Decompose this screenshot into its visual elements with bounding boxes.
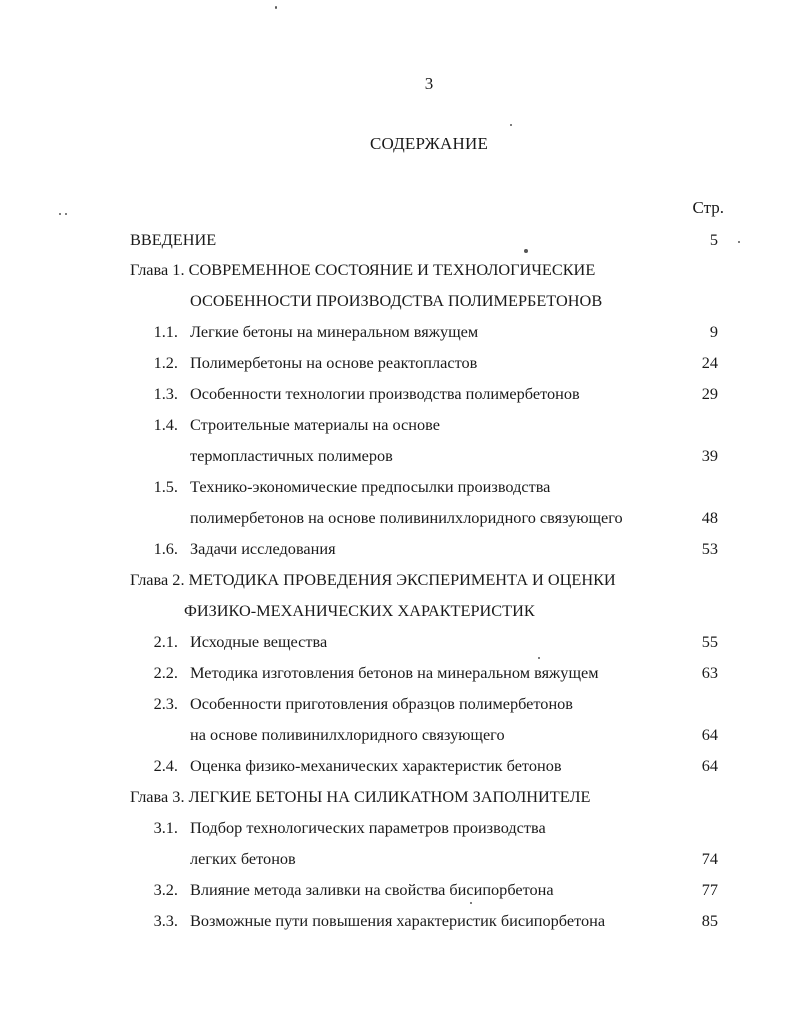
toc-entry-page: 53	[701, 539, 718, 558]
toc-entry-text: Влияние метода заливки на свойства бисипорбетона	[190, 880, 554, 899]
toc-entry-number: 1.4.	[153, 415, 178, 434]
toc-entry-page: 74	[701, 849, 718, 868]
toc-entry-text: Особенности приготовления образцов полимербетонов	[190, 694, 573, 713]
toc-entry-number: 3.1.	[153, 818, 178, 837]
toc-title: СОДЕРЖАНИЕ	[369, 134, 489, 153]
toc-entry-number: 1.5.	[153, 477, 178, 496]
toc-entry-page: 85	[701, 911, 718, 930]
toc-entry-page: 63	[701, 663, 718, 682]
toc-entry-number: 2.2.	[153, 663, 178, 682]
toc-entry-text: Задачи исследования	[190, 539, 336, 558]
toc-entry-text-cont: полимербетонов на основе поливинилхлоридного связующего	[190, 508, 623, 527]
toc-entry-text-cont: на основе поливинилхлоридного связующего	[190, 725, 505, 744]
scan-speck	[65, 213, 67, 215]
toc-entry-text: Технико-экономические предпосылки производства	[190, 477, 551, 496]
toc-entry-text: Оценка физико-механических характеристик бетонов	[190, 756, 562, 775]
toc-entry-number: 2.3.	[153, 694, 178, 713]
toc-chapter-text-cont: ОСОБЕННОСТИ ПРОИЗВОДСТВА ПОЛИМЕРБЕТОНОВ	[190, 291, 603, 310]
scan-speck	[470, 902, 472, 904]
toc-chapter-text: Глава 2. МЕТОДИКА ПРОВЕДЕНИЯ ЭКСПЕРИМЕНТА И ОЦЕНКИ	[130, 570, 616, 589]
toc-entry-page: 64	[701, 756, 718, 775]
toc-chapter-text-cont: ФИЗИКО-МЕХАНИЧЕСКИХ ХАРАКТЕРИСТИК	[184, 601, 535, 620]
toc-entry-text: Возможные пути повышения характеристик бисипорбетона	[190, 911, 606, 930]
toc-entry-number: 2.4.	[153, 756, 178, 775]
toc-entry-page: 24	[701, 353, 718, 372]
toc-entry-page: 39	[701, 446, 718, 465]
toc-entry-text: ВВЕДЕНИЕ	[130, 230, 217, 249]
toc-entry-page: 55	[701, 632, 718, 651]
scan-speck	[538, 657, 540, 659]
page-number: 3	[424, 74, 434, 93]
toc-entry-page: 77	[701, 880, 718, 899]
toc-entry-text: Строительные материалы на основе	[190, 415, 440, 434]
scan-speck	[59, 213, 61, 215]
toc-entry-page: 48	[701, 508, 718, 527]
toc-entry-page: 29	[701, 384, 718, 403]
toc-entry-text: Методика изготовления бетонов на минеральном вяжущем	[190, 663, 599, 682]
toc-entry-number: 1.6.	[153, 539, 178, 558]
toc-entry-number: 3.3.	[153, 911, 178, 930]
scan-speck	[275, 6, 277, 9]
scan-speck	[738, 241, 740, 243]
toc-entry-number: 3.2.	[153, 880, 178, 899]
scan-speck	[524, 249, 528, 253]
toc-entry-number: 2.1.	[153, 632, 178, 651]
scan-speck	[510, 124, 512, 126]
toc-entry-text: Полимербетоны на основе реактопластов	[190, 353, 478, 372]
toc-chapter-text: Глава 3. ЛЕГКИЕ БЕТОНЫ НА СИЛИКАТНОМ ЗАПОЛНИТЕЛЕ	[130, 787, 591, 806]
toc-entry-text: Особенности технологии производства полимербетонов	[190, 384, 580, 403]
toc-entry-page: 9	[709, 322, 718, 341]
toc-entry-text-cont: термопластичных полимеров	[190, 446, 393, 465]
toc-entry-page: 64	[701, 725, 718, 744]
toc-entry-text: Подбор технологических параметров производства	[190, 818, 546, 837]
toc-chapter-text: Глава 1. СОВРЕМЕННОЕ СОСТОЯНИЕ И ТЕХНОЛОГИЧЕСКИЕ	[130, 260, 596, 279]
toc-entry-text: Легкие бетоны на минеральном вяжущем	[190, 322, 479, 341]
page-column-header: Стр.	[692, 198, 724, 217]
toc-entry-number: 1.1.	[153, 322, 178, 341]
toc-entry-text-cont: легких бетонов	[190, 849, 296, 868]
toc-entry-number: 1.3.	[153, 384, 178, 403]
toc-entry-page: 5	[709, 230, 718, 249]
toc-entry-text: Исходные вещества	[190, 632, 328, 651]
toc-entry-number: 1.2.	[153, 353, 178, 372]
